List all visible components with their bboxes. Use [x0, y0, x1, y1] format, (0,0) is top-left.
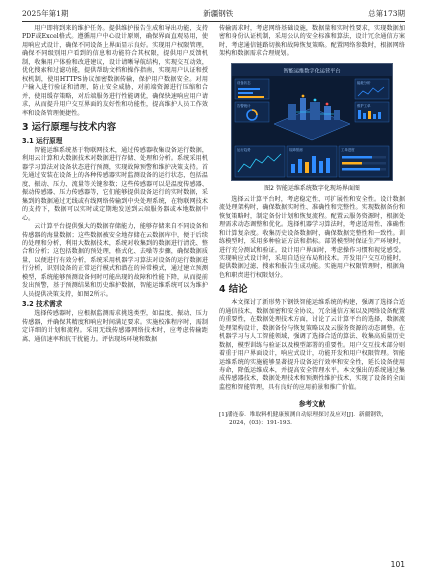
network-paragraph: 传输需求时，考虑网络基础设施，数据量和实时性要求，实现数据加密和身份认证机制，采用公认的安全标准和算法，设计冗余通信方案时，考虑通信链路切换和故障恢复策略。配置网络参数时，根据网络架构和数据需求合理规划。 — [219, 25, 405, 58]
right-column — [219, 25, 405, 427]
dashboard-title: 智能运维数字化运营平台 — [283, 68, 341, 75]
total-issue-label: 总第173期 — [368, 8, 405, 18]
figure-2-caption: 图2 智能运维系统数字化现场界面图 — [264, 184, 360, 192]
panel-label-prediction: 故障预测 — [289, 147, 303, 152]
section-4-heading: 4 结论 — [219, 284, 248, 296]
intro-paragraph: 用户即将到来的维护任务。提供维护报告生成和导出功能，支持PDF或Excel格式。遵循用户中心设计原则，确保界面直观易用，使用响应式设计，确保不同设备上界面显示良好。实现用户权限管理，确保不同级别用户看到的信息和功能符合其权限，提供用户反馈机制，收集用户体验和改进建议，设计请晰导航结构，实现交互动效，优化搜索和过滤功能，提供帮助文档和操作指南，实现用户认证和授权机制，使用HTTPS协议加密数据传输，保护用户数据安全。对用户输入进行验证和清理，防止安全威胁，对前端资源进行压缩和合并，使用缓存策略，对后端服务进行性能调优，确保快速响应用户请求，从而提升用户交互界面的友好性和功能性，提高维护人员工作效率和设备管理便捷性。 — [22, 25, 208, 117]
panel-label-alarm-stats: 告警统计 — [237, 103, 251, 108]
subsection-3-1-heading: 3.1 运行原理 — [22, 136, 63, 145]
references-heading: 参考文献 — [298, 400, 326, 409]
requirements-paragraph: 选择传感器时，应根据监测需求挑选类型，如温度、振动、压力传感器，并确保其精度和响应时间满足要求。实施校准程序时，需制定详细的计划和流程。采用无线传感器网络技术时，应考虑传输距离、通信速率和抗干扰能力。评估现场环境和数据 — [22, 310, 208, 343]
conclusion-paragraph: 本文探讨了新形势下钢铁智能运维系统的构建，强调了选择合适的通信技术，数据加密和安全协议，冗余通信方案以及网络设备配置的重要性，在数据处理技术方面，讨论了云计算平台的选择，数据流处理架构设计，数据备份与恢复策略以及云服务资源的动态调整。在机器学习与人工智能领域，强调了选择合适的算法、收集高质量历史数据，模型训练与验证以及模型部署的重要性。用户交互技术部分则着重于用户界面设计，响应式设计，功能开发和用户权限管理。智能运维系统的实施能够显著提升设备运行效率和安全性，延长设备使用寿命，降低运维成本，并提高安全管理水平。本文强出的系统通过集成传感器技术，数据处理技术和预测性维护技术，实现了设备的全面监控和智能管理，具有良好的应用前景和推广价值。 — [219, 299, 405, 391]
figure-2-dashboard — [231, 63, 393, 181]
principle-paragraph-2: 云计算平台提供强大的数据存储能力，能够存储来自不同设备和传感器的海量数据；这些数据被安全地存储在云数据库中，便于后续的处理和分析，利用大数据技术，系统对收集到的数据进行清洗、整合和分析；这包括数据的预处理，格式化、去噪等步骤，确保数据质量，以便进行有效分析，系统采用机器学习算法对设备的运行数据进行分析，识别设备的正常运行模式和潜在的异常模式，通过建立预测模型，系统能够预测设备何时可能出现的故障和性能下降，从而提前发出预警，基于预测结果和历史维护数据，智能运维系统可以为维护人员提供决策支持，如图2所示。 — [22, 223, 208, 298]
bottom-panels — [235, 146, 389, 177]
issue-label: 2025年第1期 — [22, 8, 69, 18]
panel-label-trend: 运行趋势 — [237, 147, 251, 152]
panel-label-energy: 能耗分析 — [357, 80, 371, 85]
page-number: 101 — [390, 560, 405, 569]
journal-name: 新疆钢铁 — [203, 8, 234, 18]
principle-paragraph-1: 智能运维系统基于物联网技术，通过传感器收集设备运行数据，利用云计算和大数据技术对数据进行存储、处理和分析。系统采用机器学习算法对设备状态进行预测，实现故障预警和维护决策支持。首先通过安装在设备上的各种传感器实时监测设备的运行状态，包括温度、振动、压力、流量等关键参数；这些传感器可以是温度传感器、振动传感器、压力传感器等，它们能够提供设备运行的实时数据，采集到的数据通过无线或有线网络传输到中央处理系统，在物联网技术的支持下，数据可以实时或定期地发送到云端服务器或本地数据中心。 — [22, 146, 208, 222]
panel-label-progress: 工单进度 — [341, 147, 355, 152]
dashboard-illustration — [232, 64, 392, 180]
left-column — [22, 25, 208, 344]
reference-1: [1]潘连泰．堆取料机健康预测自动原理探讨及应对[J]．新疆钢铁，2024，(03)：191-193. — [219, 412, 388, 427]
section-3-heading: 3 运行原理与技术内容 — [22, 121, 117, 133]
header-rule — [22, 21, 405, 22]
implementation-paragraph: 选择云计算平台时，考虑稳定性、可扩展性和安全性。设计数据流处理架构时，确保数据实时性、准确性和完整性。实现数据备份和恢复策略时，制定备份计划和恢复流程。配置云服务资源时，根据处理需求动态调整和优化。选择机器学习算法时，考虑适用性、准确性和计算复杂度。收集历史设备数据时，确保数据完整性和一致性。训练模型时，采用多种验证方法和指标。部署模型时保证生产环境时，进行充分测试和验证。设计用户界面时，考虑操作习惯和视觉感受。实现响应式设计时，采用自适应布局和技术。开发用户交互功能时，提供数据过滤、搜索和报告生成功能。实施用户权限管理时，根据角色和职责进行权限划分。 — [219, 195, 405, 279]
panel-label-device-status: 设备状态 — [237, 80, 251, 85]
panel-label-work-orders: 维护工单 — [357, 103, 371, 108]
running-header — [22, 6, 405, 20]
subsection-3-2-heading: 3.2 技术需求 — [22, 300, 63, 309]
